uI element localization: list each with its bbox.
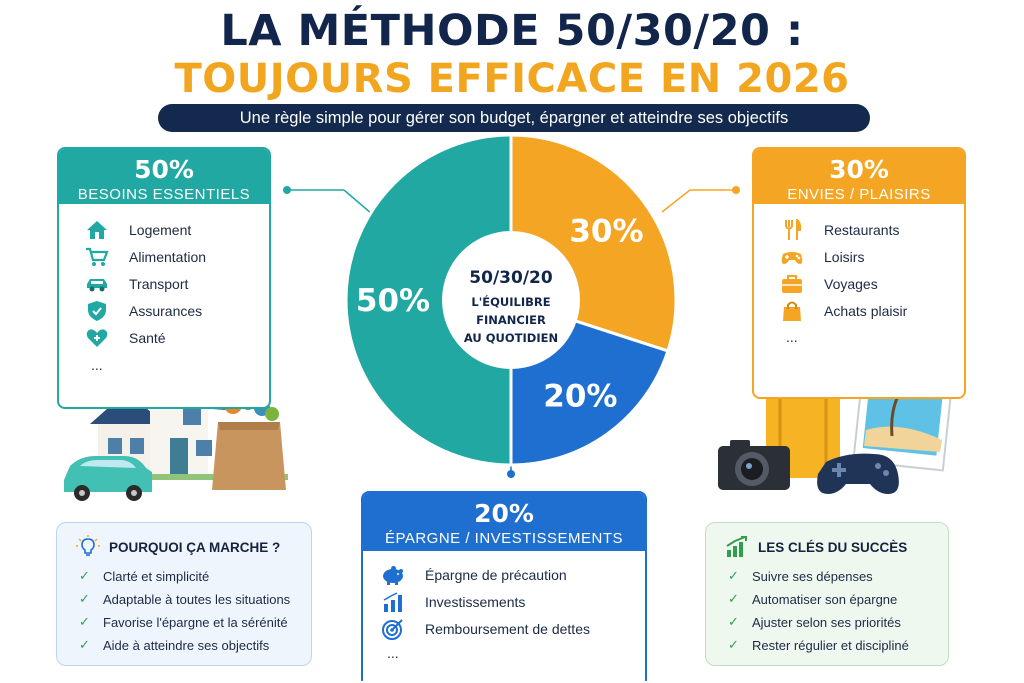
savings-item-label: Épargne de précaution xyxy=(425,567,567,583)
pie-slice-wants-label: 30% xyxy=(569,213,644,250)
center-title: 50/30/20 xyxy=(469,268,553,288)
check-icon: ✓ xyxy=(79,591,90,606)
needs-item-label: Logement xyxy=(129,222,192,238)
list-item xyxy=(728,614,901,630)
house-icon xyxy=(83,219,111,241)
check-icon: ✓ xyxy=(728,614,739,629)
connector-wants xyxy=(662,186,740,212)
check-icon: ✓ xyxy=(79,637,90,652)
gamepad-icon xyxy=(778,246,806,268)
why-item-label: Favorise l'épargne et la sérénité xyxy=(103,614,288,630)
center-line-3: FINANCIER xyxy=(476,313,546,327)
needs-item-label: Assurances xyxy=(129,303,203,319)
wants-item-label: Loisirs xyxy=(824,249,865,265)
suitcase-icon xyxy=(778,273,806,295)
car-icon xyxy=(83,273,111,295)
list-item xyxy=(79,637,269,653)
list-item xyxy=(79,614,288,630)
why-item-label: Adaptable à toutes les situations xyxy=(103,591,291,607)
title-line-2: TOUJOURS EFFICACE EN 2026 xyxy=(174,56,850,102)
wants-percent: 30% xyxy=(829,155,889,184)
cart-icon xyxy=(83,246,111,268)
shopping-bag-icon xyxy=(778,300,806,322)
keys-item-label: Rester régulier et discipliné xyxy=(752,637,909,653)
keys-to-success-box xyxy=(705,522,949,666)
why-item-label: Clarté et simplicité xyxy=(103,568,210,584)
list-item xyxy=(778,246,864,268)
savings-header xyxy=(363,493,645,551)
keys-item-label: Ajuster selon ses priorités xyxy=(752,614,901,630)
connector-needs xyxy=(283,186,372,214)
wants-more: ... xyxy=(786,329,798,345)
camera-illustration xyxy=(718,440,790,490)
pie-slice-savings-label: 20% xyxy=(543,378,618,415)
wants-panel xyxy=(752,147,966,399)
list-item xyxy=(83,300,202,322)
list-item xyxy=(778,219,899,241)
savings-title: ÉPARGNE / INVESTISSEMENTS xyxy=(384,530,624,547)
center-line-2: L'ÉQUILIBRE xyxy=(471,295,551,309)
why-title: POURQUOI ÇA MARCHE ? xyxy=(109,539,281,555)
savings-item-label: Investissements xyxy=(425,594,526,610)
check-icon: ✓ xyxy=(728,591,739,606)
why-header xyxy=(75,535,280,559)
wants-item-label: Achats plaisir xyxy=(824,303,908,319)
heart-icon xyxy=(83,327,111,349)
list-item xyxy=(728,637,909,653)
cutlery-icon xyxy=(778,219,806,241)
lightbulb-icon xyxy=(75,535,101,559)
list-item xyxy=(778,300,907,322)
why-item-label: Aide à atteindre ses objectifs xyxy=(103,637,270,653)
check-icon: ✓ xyxy=(728,637,739,652)
needs-percent: 50% xyxy=(134,155,194,184)
list-item xyxy=(778,273,878,295)
list-item xyxy=(83,219,191,241)
savings-percent: 20% xyxy=(474,499,534,528)
title-line-1: LA MÉTHODE 50/30/20 : xyxy=(220,6,804,56)
why-it-works-box xyxy=(56,522,312,666)
keys-item-label: Automatiser son épargne xyxy=(752,591,898,607)
target-icon xyxy=(379,618,407,640)
savings-panel xyxy=(361,491,647,681)
center-line-4: AU QUOTIDIEN xyxy=(463,331,559,345)
growth-chart-icon xyxy=(724,535,750,559)
pie-slice-needs-label: 50% xyxy=(355,283,431,319)
needs-panel xyxy=(57,147,271,409)
list-item xyxy=(79,591,290,607)
savings-more: ... xyxy=(387,645,399,661)
subtitle-banner: Une règle simple pour gérer son budget, épargner et atteindre ses objectifs xyxy=(158,104,870,132)
list-item xyxy=(83,273,188,295)
keys-item-label: Suivre ses dépenses xyxy=(752,568,873,584)
needs-header xyxy=(59,149,269,204)
needs-item-label: Alimentation xyxy=(129,249,207,265)
list-item xyxy=(83,327,166,349)
needs-item-label: Santé xyxy=(129,330,166,346)
list-item xyxy=(79,568,209,584)
savings-item-label: Remboursement de dettes xyxy=(425,621,590,637)
bar-chart-icon xyxy=(379,591,407,613)
wants-header xyxy=(754,149,964,204)
list-item xyxy=(379,564,567,586)
list-item xyxy=(728,568,873,584)
list-item xyxy=(379,618,590,640)
check-icon: ✓ xyxy=(728,568,739,583)
needs-item-label: Transport xyxy=(129,276,189,292)
list-item xyxy=(83,246,206,268)
shield-icon xyxy=(83,300,111,322)
check-icon: ✓ xyxy=(79,568,90,583)
list-item xyxy=(728,591,897,607)
keys-title: LES CLÉS DU SUCCÈS xyxy=(758,539,908,555)
car-illustration xyxy=(64,456,152,501)
wants-item-label: Voyages xyxy=(824,276,878,292)
needs-title: BESOINS ESSENTIELS xyxy=(77,186,251,203)
piggy-bank-icon xyxy=(379,564,407,586)
list-item xyxy=(379,591,525,613)
wants-title: ENVIES / PLAISIRS xyxy=(787,186,931,203)
keys-header xyxy=(724,535,907,559)
check-icon: ✓ xyxy=(79,614,90,629)
wants-item-label: Restaurants xyxy=(824,222,900,238)
needs-more: ... xyxy=(91,357,103,373)
